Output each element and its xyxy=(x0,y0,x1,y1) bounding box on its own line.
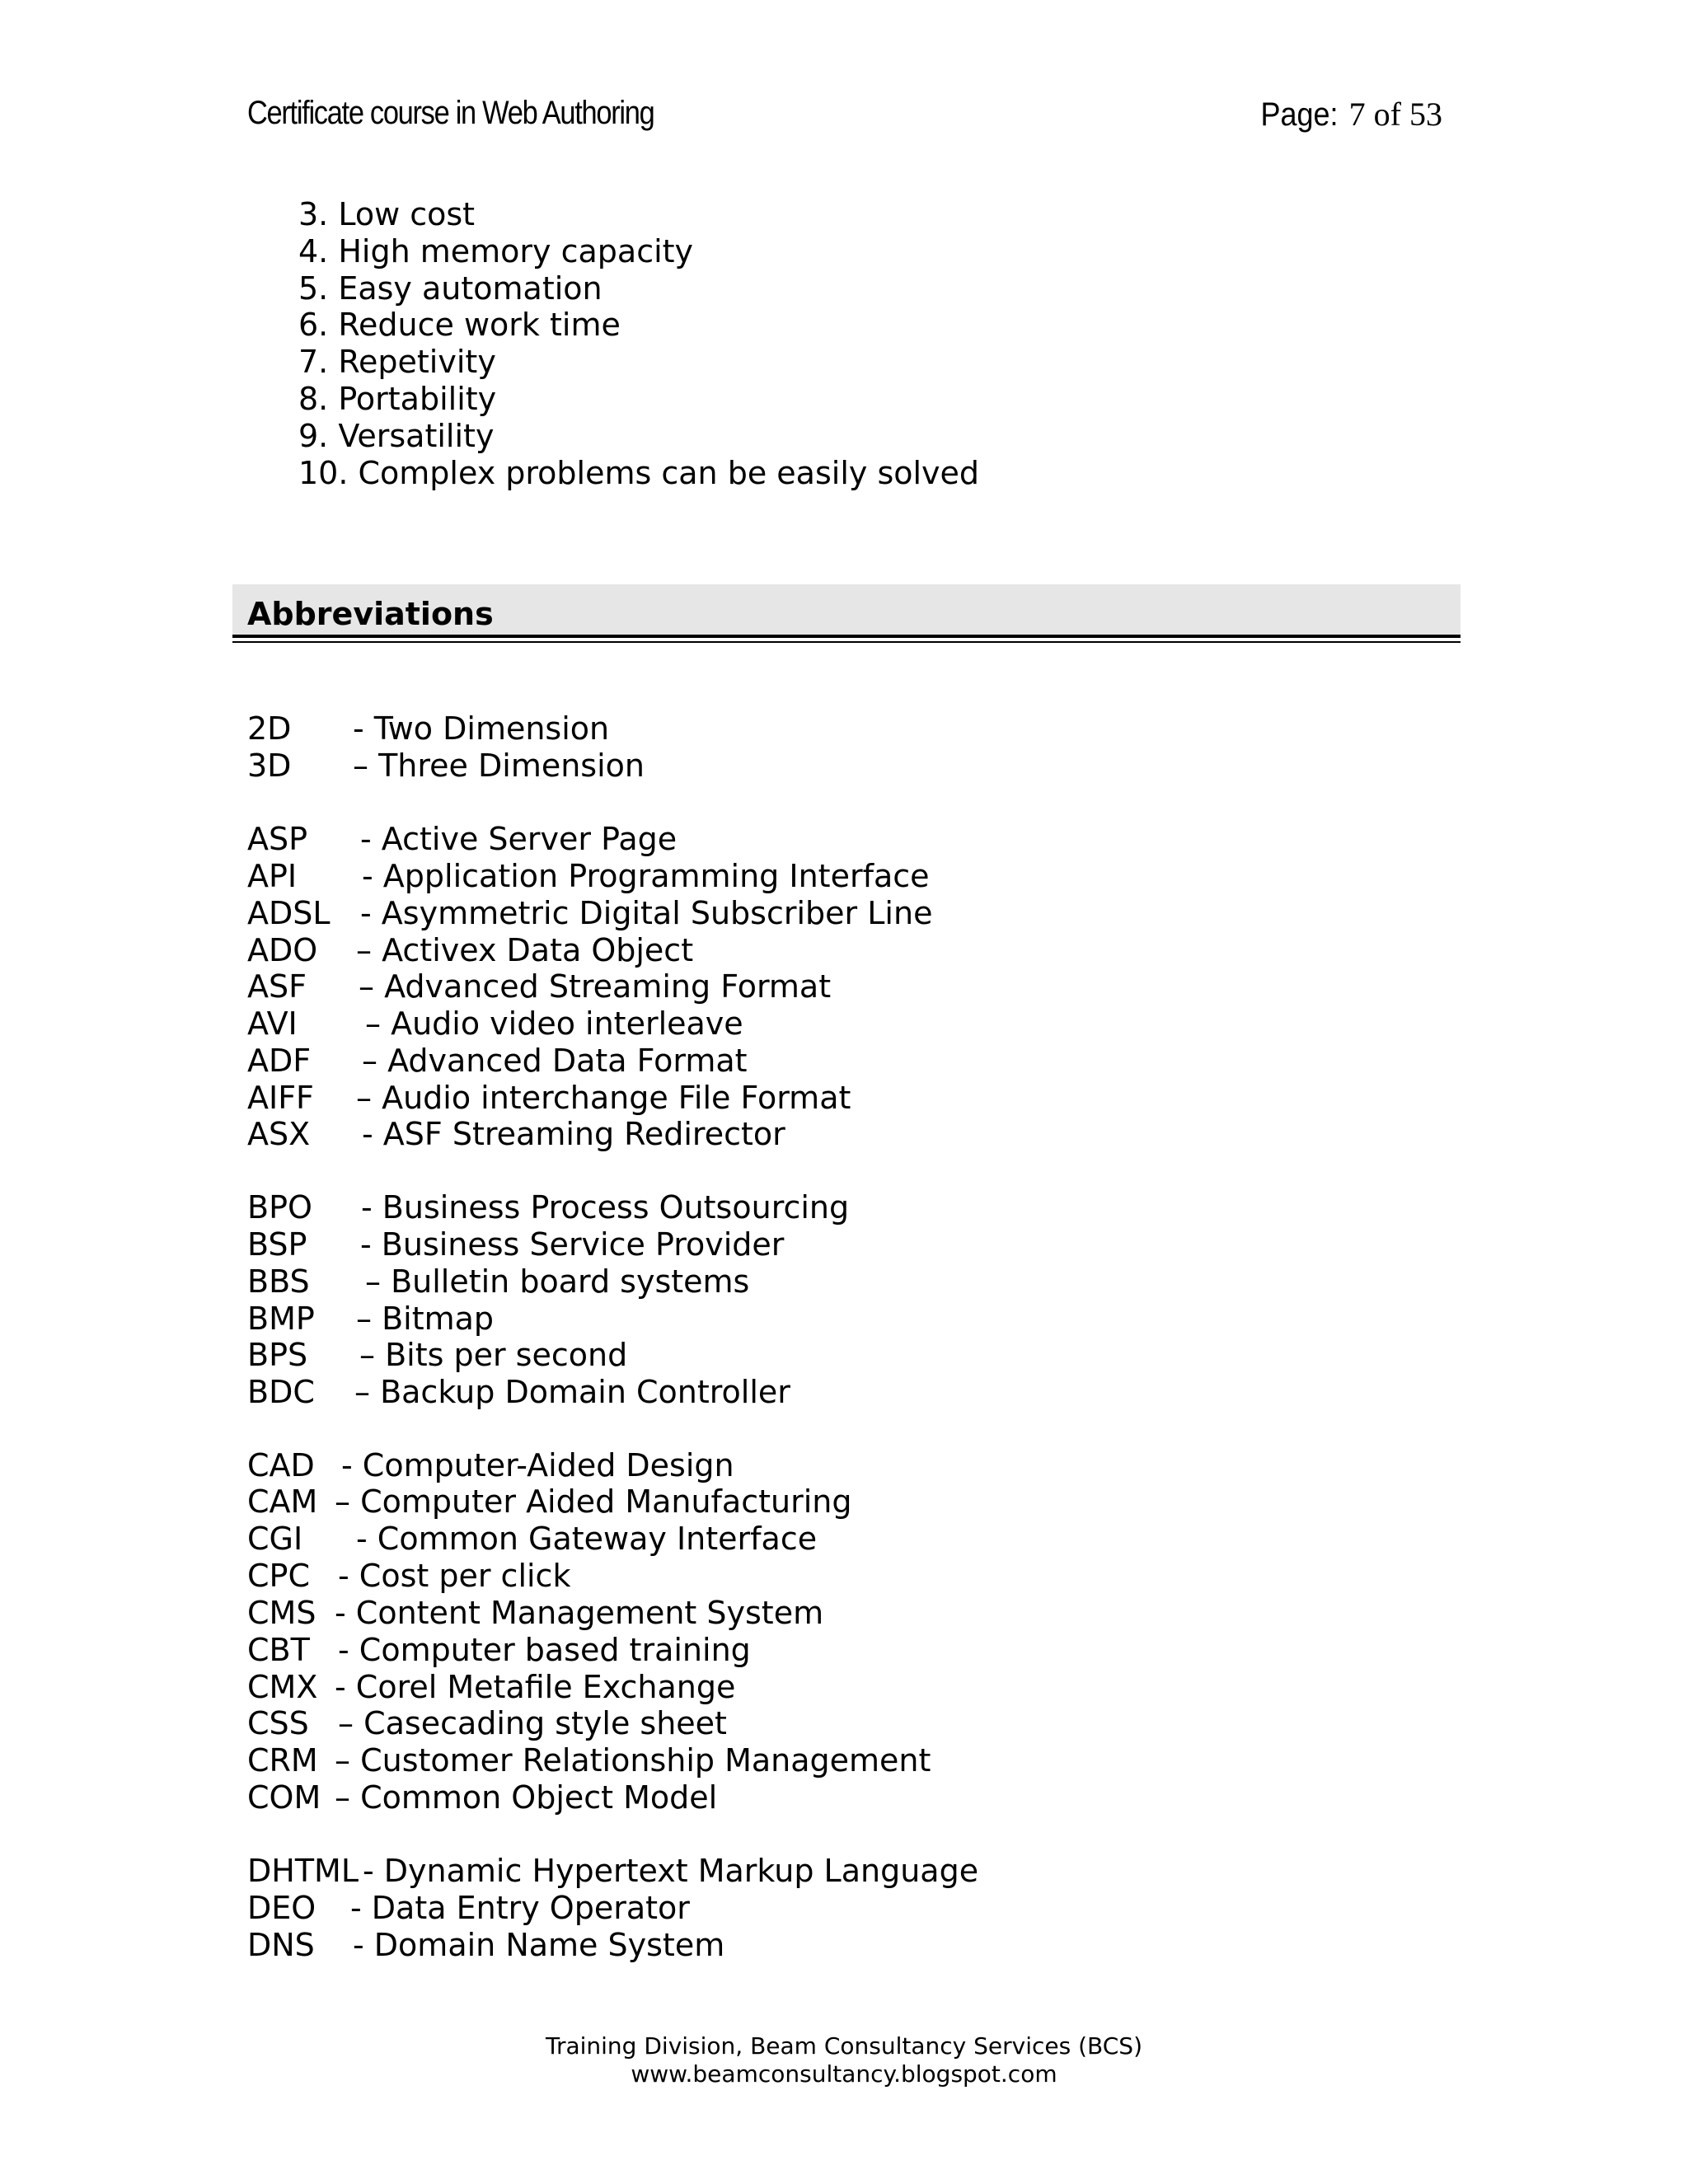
abbreviation-definition: - Active Server Page xyxy=(360,821,678,857)
course-title: Certificate course in Web Authoring xyxy=(247,95,654,131)
abbreviation-list xyxy=(247,0,1401,2184)
abbreviation-term: AIFF xyxy=(247,1080,314,1116)
abbreviation-definition: - Content Management System xyxy=(335,1595,824,1631)
abbreviation-term: BMP xyxy=(247,1301,315,1337)
abbreviation-term: CMX xyxy=(247,1669,318,1705)
abbreviation-term: BSP xyxy=(247,1226,307,1263)
abbreviation-definition: – Computer Aided Manufacturing xyxy=(335,1483,852,1520)
abbreviation-definition: - Cost per click xyxy=(338,1558,571,1594)
list-item: 3. Low cost xyxy=(298,196,476,232)
list-item: 8. Portability xyxy=(298,380,497,417)
abbreviation-term: DEO xyxy=(247,1890,316,1926)
abbreviation-definition: - Two Dimension xyxy=(353,710,610,747)
abbreviation-term: ASX xyxy=(247,1116,311,1152)
abbreviation-term: BPS xyxy=(247,1337,308,1373)
abbreviation-term: ADO xyxy=(247,932,318,968)
abbreviation-term: 2D xyxy=(247,710,292,747)
abbreviation-term: CMS xyxy=(247,1595,316,1631)
abbreviation-definition: - Computer-Aided Design xyxy=(341,1447,734,1483)
page-label: Page: xyxy=(1260,96,1339,133)
abbreviation-definition: – Advanced Streaming Format xyxy=(359,968,832,1005)
abbreviation-definition: – Three Dimension xyxy=(353,748,645,784)
abbreviation-term: ASF xyxy=(247,968,307,1005)
abbreviation-definition: – Audio video interleave xyxy=(365,1005,743,1042)
footer-website[interactable]: www.beamconsultancy.blogspot.com xyxy=(631,2060,1057,2088)
abbreviation-definition: - Common Gateway Interface xyxy=(356,1521,818,1557)
abbreviation-definition: – Bits per second xyxy=(359,1337,628,1373)
abbreviation-definition: - Domain Name System xyxy=(353,1927,725,1963)
abbreviation-definition: - Asymmetric Digital Subscriber Line xyxy=(360,895,933,931)
abbreviation-term: DHTML xyxy=(247,1853,359,1889)
list-item: 9. Versatility xyxy=(298,417,495,454)
abbreviation-definition: – Activex Data Object xyxy=(356,932,694,968)
abbreviation-term: ASP xyxy=(247,821,308,857)
list-item: 7. Repetivity xyxy=(298,344,496,381)
abbreviation-term: API xyxy=(247,858,298,894)
abbreviation-term: CAM xyxy=(247,1483,318,1520)
abbreviation-definition: – Backup Domain Controller xyxy=(354,1374,790,1410)
abbreviation-definition: – Common Object Model xyxy=(335,1779,718,1816)
abbreviation-definition: - Corel Metafile Exchange xyxy=(335,1669,736,1705)
abbreviation-definition: - Computer based training xyxy=(338,1632,751,1668)
footer-organization: Training Division, Beam Consultancy Services (BCS) xyxy=(545,2032,1143,2060)
abbreviation-term: CAD xyxy=(247,1447,315,1483)
abbreviation-definition: - Business Service Provider xyxy=(360,1226,785,1263)
abbreviation-definition: - Data Entry Operator xyxy=(350,1890,690,1926)
list-item: 10. Complex problems can be easily solved xyxy=(298,454,980,491)
list-item: 5. Easy automation xyxy=(298,269,603,307)
abbreviation-definition: - Application Programming Interface xyxy=(362,858,930,894)
page-number: 7 of 53 xyxy=(1348,96,1442,133)
abbreviation-definition: - Business Process Outsourcing xyxy=(361,1189,850,1226)
abbreviation-term: ADF xyxy=(247,1043,312,1079)
abbreviation-definition: - ASF Streaming Redirector xyxy=(362,1116,785,1152)
abbreviation-term: CSS xyxy=(247,1705,309,1741)
list-item: 4. High memory capacity xyxy=(298,232,694,269)
abbreviation-term: CBT xyxy=(247,1632,310,1668)
section-title: Abbreviations xyxy=(247,596,494,632)
abbreviation-term: BDC xyxy=(247,1374,315,1410)
abbreviation-term: ADSL xyxy=(247,895,331,931)
abbreviation-term: CPC xyxy=(247,1558,310,1594)
abbreviation-definition: – Casecading style sheet xyxy=(338,1705,727,1741)
abbreviation-definition: – Bitmap xyxy=(356,1301,495,1337)
abbreviation-term: 3D xyxy=(247,748,292,784)
abbreviation-definition: – Bulletin board systems xyxy=(365,1263,750,1300)
abbreviation-term: DNS xyxy=(247,1927,315,1963)
abbreviation-term: BBS xyxy=(247,1263,310,1300)
abbreviation-term: CRM xyxy=(247,1742,318,1779)
abbreviation-definition: – Advanced Data Format xyxy=(362,1043,748,1079)
abbreviation-term: CGI xyxy=(247,1521,303,1557)
abbreviation-definition: – Audio interchange File Format xyxy=(356,1080,851,1116)
abbreviation-term: AVI xyxy=(247,1005,298,1042)
abbreviation-definition: – Customer Relationship Management xyxy=(335,1742,931,1779)
abbreviation-term: COM xyxy=(247,1779,321,1816)
abbreviation-definition: - Dynamic Hypertext Markup Language xyxy=(363,1853,979,1889)
list-item: 6. Reduce work time xyxy=(298,307,621,344)
abbreviation-term: BPO xyxy=(247,1189,312,1226)
